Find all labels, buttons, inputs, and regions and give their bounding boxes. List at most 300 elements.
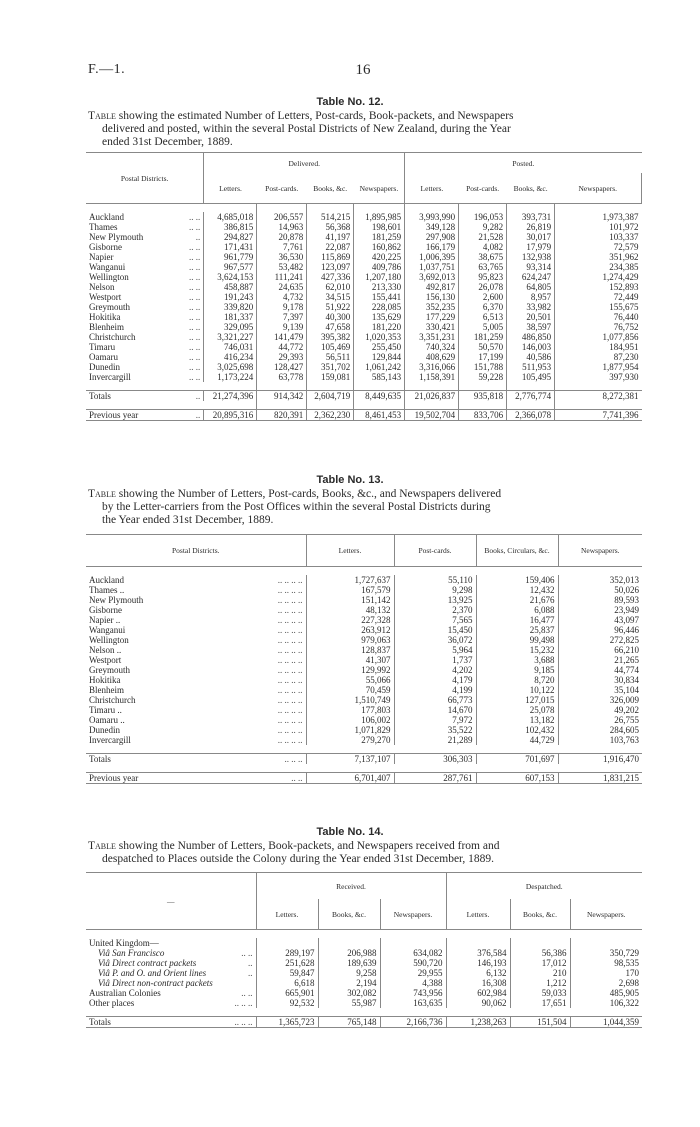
- cell-value: 15,232: [476, 645, 558, 655]
- cell-value: 181,259: [354, 232, 405, 242]
- spacer-cell: [257, 382, 307, 391]
- row-label: [86, 595, 306, 605]
- cell-value: 979,063: [306, 635, 394, 645]
- cell-value: 585,143: [354, 372, 405, 382]
- spacer-cell: [318, 1008, 380, 1017]
- cell-value: 40,300: [307, 312, 354, 322]
- table-row: [86, 968, 642, 978]
- leader-dots: .. .. .. ..: [277, 575, 303, 585]
- cell-value: 167,579: [306, 585, 394, 595]
- cell-value: 101,972: [609, 222, 639, 232]
- district-name: Greymouth: [89, 665, 130, 675]
- spacer-cell: [446, 930, 510, 939]
- district-name: Auckland: [89, 575, 124, 585]
- cell-value: 9,298: [394, 585, 476, 595]
- district-name: Viâ P. and O. and Orient lines: [98, 968, 207, 978]
- cell-value: 511,953: [507, 362, 555, 372]
- cell-value: 395,382: [307, 332, 354, 342]
- cell-value: 49,202: [614, 705, 639, 715]
- table-row: [86, 222, 642, 232]
- cell-value: 20,501: [507, 312, 555, 322]
- cell-value: 701,697: [476, 754, 558, 765]
- leader-dots: .. ..: [189, 292, 201, 302]
- cell-value: 111,241: [257, 272, 307, 282]
- row-label: [86, 232, 204, 242]
- cell-value: 1,037,751: [405, 262, 459, 272]
- spacer-cell: [459, 204, 507, 213]
- cell-value: 6,513: [459, 312, 507, 322]
- cell-value: 115,869: [307, 252, 354, 262]
- row-label: [86, 685, 306, 695]
- spacer-cell: [394, 764, 476, 773]
- cell-value: 26,819: [507, 222, 555, 232]
- column-header: Newspapers.: [580, 546, 620, 555]
- table-row: [86, 675, 642, 685]
- spacer-cell: [86, 745, 306, 754]
- cell-value: 159,081: [307, 372, 354, 382]
- district-name: Thames ..: [89, 585, 125, 595]
- district-name: Nelson: [89, 282, 115, 292]
- cell-value: 590,720: [380, 958, 446, 968]
- leader-dots: ..: [248, 968, 253, 978]
- spacer-cell: [86, 567, 306, 576]
- spacer-cell: [507, 401, 555, 410]
- cell-value: 4,199: [394, 685, 476, 695]
- cell-value: 458,887: [204, 282, 257, 292]
- cell-value: 146,003: [507, 342, 555, 352]
- row-label: [86, 998, 256, 1008]
- spacer-cell: [476, 567, 558, 576]
- cell-value: 53,482: [257, 262, 307, 272]
- spacer-cell: [306, 764, 394, 773]
- cell-value: 1,274,429: [602, 272, 639, 282]
- cell-value: 1,895,985: [354, 212, 405, 222]
- cell-value: 35,104: [614, 685, 639, 695]
- district-name: Westport: [89, 292, 122, 302]
- cell-value: 25,078: [476, 705, 558, 715]
- spacer-cell: [555, 204, 642, 213]
- cell-value: 352,013: [609, 575, 639, 585]
- leader-dots: .. .. .. ..: [277, 705, 303, 715]
- cell-value: 55,110: [394, 575, 476, 585]
- column-header: Newspapers.: [555, 173, 642, 204]
- cell-value: 41,307: [306, 655, 394, 665]
- spacer-cell: [86, 764, 306, 773]
- spacer-cell: [257, 204, 307, 213]
- cell-value: 151,504: [510, 1017, 570, 1028]
- row-label: [86, 675, 306, 685]
- column-header: Letters.: [256, 899, 318, 930]
- leader-dots: .. ..: [189, 362, 201, 372]
- table-row: [86, 595, 642, 605]
- cell-value: 50,026: [614, 585, 639, 595]
- cell-value: 351,962: [609, 252, 639, 262]
- cell-value: 393,731: [507, 212, 555, 222]
- spacer-cell: [307, 382, 354, 391]
- district-name: Oamaru: [89, 352, 118, 362]
- table-row: [86, 685, 642, 695]
- cell-value: 21,528: [459, 232, 507, 242]
- cell-value: 2,194: [318, 978, 380, 988]
- cell-value: 66,773: [394, 695, 476, 705]
- row-label: [86, 754, 306, 765]
- cell-value: 5,005: [459, 322, 507, 332]
- cell-value: 7,397: [257, 312, 307, 322]
- cell-value: 152,893: [609, 282, 639, 292]
- column-header: Letters.: [446, 899, 510, 930]
- cell-value: 72,579: [613, 242, 639, 252]
- spacer-cell: [307, 204, 354, 213]
- empty-cell: [446, 938, 510, 948]
- cell-value: 4,082: [459, 242, 507, 252]
- cell-value: 740,324: [405, 342, 459, 352]
- spacer-cell: [86, 401, 204, 410]
- caption-lead: Table: [88, 110, 116, 122]
- cell-value: 3,025,698: [204, 362, 257, 372]
- district-name: Viâ Direct non-contract packets: [98, 978, 213, 988]
- cell-value: 7,972: [394, 715, 476, 725]
- cell-value: 102,432: [476, 725, 558, 735]
- cell-value: 284,605: [609, 725, 639, 735]
- row-label: [86, 635, 306, 645]
- spacer-cell: [476, 764, 558, 773]
- leader-dots: .. .. .. ..: [277, 695, 303, 705]
- table-14-title: Table No. 14.: [316, 826, 384, 838]
- cell-value: 7,761: [257, 242, 307, 252]
- cell-value: 961,779: [204, 252, 257, 262]
- cell-value: 38,597: [507, 322, 555, 332]
- leader-dots: .. .. .. ..: [277, 655, 303, 665]
- group-row: [86, 938, 642, 948]
- table-row: [86, 988, 642, 998]
- cell-value: 251,628: [256, 958, 318, 968]
- caption-line: showing the estimated Number of Letters, Post-cards, Book-packets, and Newspapers: [118, 110, 514, 122]
- cell-value: 7,565: [394, 615, 476, 625]
- table-row: [86, 655, 642, 665]
- cell-value: 634,082: [380, 948, 446, 958]
- leader-dots: .. .. .. ..: [277, 635, 303, 645]
- cell-value: 420,225: [354, 252, 405, 262]
- cell-value: 166,179: [405, 242, 459, 252]
- cell-value: 2,600: [459, 292, 507, 302]
- cell-value: 302,082: [318, 988, 380, 998]
- table-row: [86, 754, 642, 765]
- cell-value: 44,774: [614, 665, 639, 675]
- spacer-cell: [446, 1008, 510, 1017]
- leader-dots: .. ..: [189, 212, 201, 222]
- cell-value: 352,235: [405, 302, 459, 312]
- empty-cell: [570, 938, 642, 948]
- table-row: [86, 665, 642, 675]
- table-row: [86, 725, 642, 735]
- cell-value: 93,314: [507, 262, 555, 272]
- spacer-cell: [86, 930, 256, 939]
- cell-value: 416,234: [204, 352, 257, 362]
- spacer-cell: [476, 745, 558, 754]
- group-label: United Kingdom—: [86, 938, 256, 948]
- spacer-cell: [459, 382, 507, 391]
- cell-value: 21,265: [614, 655, 639, 665]
- cell-value: 1,006,395: [405, 252, 459, 262]
- table-row: [86, 212, 642, 222]
- table-row: [86, 232, 642, 242]
- cell-value: 833,706: [459, 410, 507, 421]
- row-label: [86, 262, 204, 272]
- leader-dots: .. ..: [189, 302, 201, 312]
- cell-value: 171,431: [204, 242, 257, 252]
- leader-dots: .. ..: [241, 948, 253, 958]
- cell-value: 1,207,180: [354, 272, 405, 282]
- leader-dots: .. ..: [189, 352, 201, 362]
- cell-value: 6,701,407: [306, 773, 394, 784]
- row-label: [86, 665, 306, 675]
- cell-value: 141,479: [257, 332, 307, 342]
- spacer-cell: [86, 1008, 256, 1017]
- cell-value: 105,495: [507, 372, 555, 382]
- table-row: [86, 948, 642, 958]
- cell-value: 59,033: [510, 988, 570, 998]
- leader-dots: .. .. ..: [284, 754, 303, 764]
- cell-value: 408,629: [405, 352, 459, 362]
- spacer-cell: [380, 1008, 446, 1017]
- cell-value: 181,259: [459, 332, 507, 342]
- cell-value: 87,230: [613, 352, 639, 362]
- spacer-cell: [405, 401, 459, 410]
- district-name: Other places: [89, 998, 135, 1008]
- district-name: Australian Colonies: [89, 988, 161, 998]
- cell-value: 13,925: [394, 595, 476, 605]
- table-row: [86, 1017, 642, 1028]
- cell-value: 287,761: [394, 773, 476, 784]
- cell-value: 129,844: [354, 352, 405, 362]
- spacer-cell: [306, 567, 394, 576]
- spacer-cell: [204, 382, 257, 391]
- spacer-cell: [555, 401, 642, 410]
- cell-value: 967,577: [204, 262, 257, 272]
- spacer-cell: [570, 1008, 642, 1017]
- cell-value: 486,850: [507, 332, 555, 342]
- spacer-cell: [354, 382, 405, 391]
- table-row: [86, 585, 642, 595]
- cell-value: 8,957: [507, 292, 555, 302]
- spacer-cell: [86, 204, 204, 213]
- empty-cell: [380, 938, 446, 948]
- column-header: Books, &c.: [318, 899, 380, 930]
- cell-value: 820,391: [257, 410, 307, 421]
- cell-value: 227,328: [306, 615, 394, 625]
- cell-value: 397,930: [609, 372, 639, 382]
- leader-dots: ..: [195, 232, 201, 242]
- cell-value: 743,956: [380, 988, 446, 998]
- row-label: [86, 212, 204, 222]
- row-label: [86, 773, 306, 784]
- table-row: [86, 391, 642, 402]
- spacer-cell: [558, 567, 642, 576]
- leader-dots: .. .. .. ..: [277, 665, 303, 675]
- cell-value: 181,337: [204, 312, 257, 322]
- district-name: Christchurch: [89, 332, 136, 342]
- cell-value: 9,282: [459, 222, 507, 232]
- district-name: Westport: [89, 655, 122, 665]
- cell-value: 30,834: [614, 675, 639, 685]
- cell-value: 66,210: [614, 645, 639, 655]
- row-label: [86, 735, 306, 745]
- cell-value: 210: [510, 968, 570, 978]
- cell-value: 63,765: [459, 262, 507, 272]
- district-name: Napier ..: [89, 615, 121, 625]
- cell-value: 135,629: [354, 312, 405, 322]
- table-row: [86, 302, 642, 312]
- leader-dots: .. ..: [189, 342, 201, 352]
- column-header: Post-cards.: [265, 183, 299, 193]
- spacer-cell: [204, 401, 257, 410]
- cell-value: 59,847: [256, 968, 318, 978]
- cell-value: 9,139: [257, 322, 307, 332]
- cell-value: 3,688: [476, 655, 558, 665]
- cell-value: 6,370: [459, 302, 507, 312]
- cell-value: 1,737: [394, 655, 476, 665]
- cell-value: 191,243: [204, 292, 257, 302]
- spacer-cell: [405, 204, 459, 213]
- spacer-cell: [510, 1008, 570, 1017]
- cell-value: 9,178: [257, 302, 307, 312]
- row-label: [86, 312, 204, 322]
- table-row: [86, 735, 642, 745]
- district-name: Timaru ..: [89, 705, 122, 715]
- district-name: Gisborne: [89, 605, 122, 615]
- district-name: Wanganui: [89, 625, 126, 635]
- leader-dots: .. ..: [241, 988, 253, 998]
- cell-value: 106,322: [609, 998, 639, 1008]
- cell-value: 95,823: [459, 272, 507, 282]
- row-label: [86, 655, 306, 665]
- cell-value: 20,895,316: [204, 410, 257, 421]
- table-row: [86, 262, 642, 272]
- cell-value: 4,732: [257, 292, 307, 302]
- caption-line: showing the Number of Letters, Book-packets, and Newspapers received from and: [118, 840, 500, 852]
- spacer-row: [86, 204, 642, 213]
- column-header: Newspapers.: [586, 909, 626, 919]
- leader-dots: .. .. .. ..: [277, 615, 303, 625]
- cell-value: 38,675: [459, 252, 507, 262]
- spacer-cell: [256, 1008, 318, 1017]
- leader-dots: ..: [248, 958, 253, 968]
- spacer-cell: [507, 204, 555, 213]
- cell-value: 289,197: [256, 948, 318, 958]
- district-name: Wanganui: [89, 262, 126, 272]
- table-13-title: Table No. 13.: [316, 474, 384, 486]
- table-12-title: Table No. 12.: [316, 96, 384, 108]
- leader-dots: .. .. ..: [234, 998, 253, 1008]
- cell-value: 350,729: [609, 948, 639, 958]
- cell-value: 213,330: [354, 282, 405, 292]
- cell-value: 1,044,359: [603, 1017, 639, 1027]
- cell-value: 151,142: [306, 595, 394, 605]
- cell-value: 151,788: [459, 362, 507, 372]
- caption-line: by the Letter-carriers from the Post Offices within the several Postal Districts during: [102, 501, 491, 513]
- leader-dots: .. ..: [291, 773, 303, 783]
- table-row: [86, 372, 642, 382]
- table-14: [86, 872, 642, 1028]
- row-label: [86, 645, 306, 655]
- cell-value: 376,584: [446, 948, 510, 958]
- district-name: New Plymouth: [89, 232, 144, 242]
- spacer-cell: [570, 930, 642, 939]
- column-header: Books, Circulars, &c.: [476, 535, 558, 567]
- cell-value: 13,182: [476, 715, 558, 725]
- cell-value: 156,130: [405, 292, 459, 302]
- table-row: [86, 605, 642, 615]
- cell-value: 1,510,749: [306, 695, 394, 705]
- cell-value: 7,741,396: [602, 410, 639, 420]
- cell-value: 4,202: [394, 665, 476, 675]
- cell-value: 184,951: [609, 342, 639, 352]
- cell-value: 3,692,013: [405, 272, 459, 282]
- cell-value: 2,362,230: [307, 410, 354, 421]
- spacer-cell: [307, 401, 354, 410]
- cell-value: 6,088: [476, 605, 558, 615]
- cell-value: 8,449,635: [354, 391, 405, 402]
- district-name: Wellington: [89, 635, 129, 645]
- leader-dots: .. .. ..: [234, 1017, 253, 1027]
- row-label: [86, 585, 306, 595]
- table-row: [86, 362, 642, 372]
- cell-value: 5,964: [394, 645, 476, 655]
- caption-line: delivered and posted, within the several Postal Districts of New Zealand, during the Year: [102, 123, 511, 135]
- row-header: —: [86, 873, 256, 930]
- table-row: [86, 705, 642, 715]
- cell-value: 306,303: [394, 754, 476, 765]
- cell-value: 177,803: [306, 705, 394, 715]
- cell-value: 294,827: [204, 232, 257, 242]
- row-label: [86, 948, 256, 958]
- cell-value: 3,316,066: [405, 362, 459, 372]
- cell-value: 163,635: [380, 998, 446, 1008]
- cell-value: 33,982: [507, 302, 555, 312]
- cell-value: 263,912: [306, 625, 394, 635]
- cell-value: 3,321,227: [204, 332, 257, 342]
- cell-value: 56,386: [510, 948, 570, 958]
- row-label: [86, 322, 204, 332]
- table-row: [86, 998, 642, 1008]
- cell-value: 2,698: [618, 978, 639, 988]
- column-header: Postal Districts.: [86, 535, 306, 567]
- district-name: Napier: [89, 252, 114, 262]
- cell-value: 196,053: [459, 212, 507, 222]
- district-name: Hokitika: [89, 675, 121, 685]
- table-row: [86, 645, 642, 655]
- spacer-cell: [380, 930, 446, 939]
- leader-dots: .. ..: [189, 332, 201, 342]
- cell-value: 64,805: [507, 282, 555, 292]
- spacer-row: [86, 745, 642, 754]
- cell-value: 9,185: [476, 665, 558, 675]
- cell-value: 409,786: [354, 262, 405, 272]
- row-label: [86, 605, 306, 615]
- cell-value: 10,122: [476, 685, 558, 695]
- district-name: Blenheim: [89, 685, 124, 695]
- cell-value: 228,085: [354, 302, 405, 312]
- spacer-cell: [86, 382, 204, 391]
- cell-value: 14,963: [257, 222, 307, 232]
- cell-value: 7,137,107: [306, 754, 394, 765]
- leader-dots: .. ..: [189, 322, 201, 332]
- cell-value: 14,670: [394, 705, 476, 715]
- cell-value: 30,017: [507, 232, 555, 242]
- row-label: [86, 372, 204, 382]
- cell-value: 40,586: [507, 352, 555, 362]
- cell-value: 3,624,153: [204, 272, 257, 282]
